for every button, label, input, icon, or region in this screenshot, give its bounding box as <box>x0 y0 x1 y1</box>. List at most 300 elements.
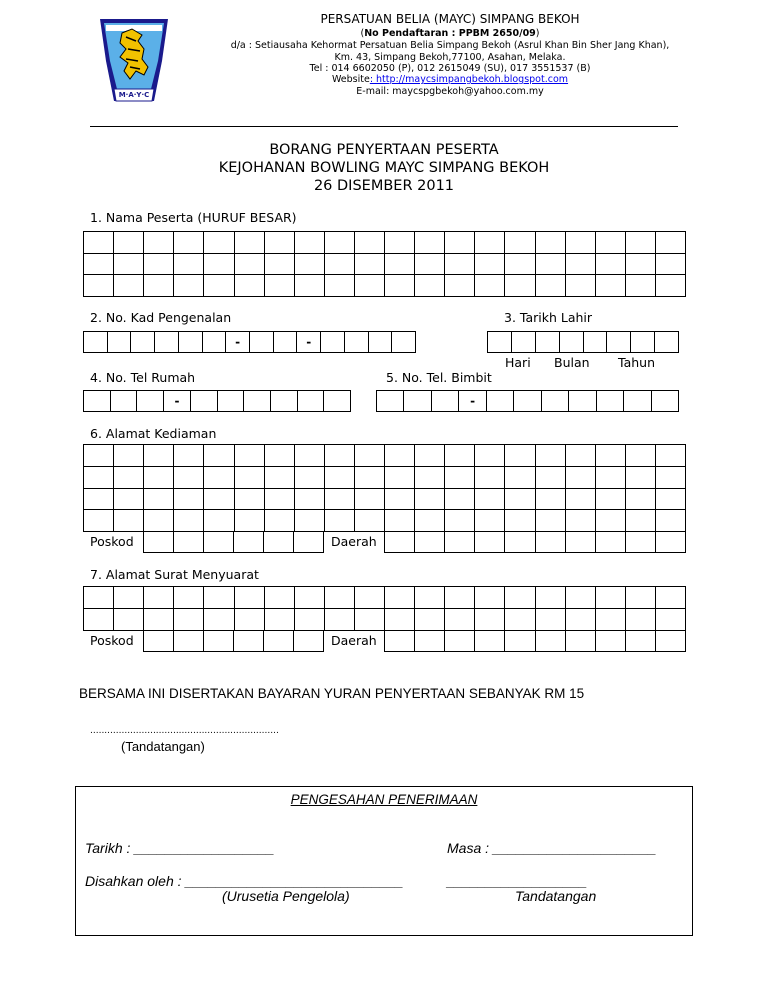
home-address-char-box[interactable] <box>114 445 144 467</box>
name-char-box[interactable] <box>505 275 535 297</box>
district-char-box[interactable] <box>505 532 535 553</box>
mailing-address-char-box[interactable] <box>325 609 355 631</box>
mailing-address-char-box[interactable] <box>325 587 355 609</box>
home-address-char-box[interactable] <box>536 467 566 489</box>
mailing-address-char-box[interactable] <box>385 609 415 631</box>
home-address-char-box[interactable] <box>204 489 234 511</box>
home-phone-grid[interactable] <box>83 390 351 412</box>
district-char-box[interactable] <box>385 532 415 553</box>
dash-separator: - <box>297 332 321 353</box>
ic-char-box[interactable] <box>369 332 393 353</box>
home-address-char-box[interactable] <box>144 445 174 467</box>
mailing-address-char-box[interactable] <box>265 609 295 631</box>
home-address-grid[interactable] <box>83 444 686 532</box>
form-title-line-1: BORANG PENYERTAAN PESERTA <box>269 142 499 158</box>
postcode-grid-2[interactable] <box>143 630 324 652</box>
home-address-char-box[interactable] <box>415 445 445 467</box>
name-char-box[interactable] <box>566 275 596 297</box>
home-address-char-box[interactable] <box>235 467 265 489</box>
home-address-char-box[interactable] <box>445 510 475 532</box>
mailing-address-char-box[interactable] <box>536 587 566 609</box>
telephone-line: Tel : 014 6602050 (P), 012 2615049 (SU), 017 3551537 (B) <box>309 63 591 74</box>
name-char-box[interactable] <box>235 254 265 276</box>
district-char-box[interactable] <box>626 631 656 652</box>
home-address-char-box[interactable] <box>265 467 295 489</box>
home-address-char-box[interactable] <box>385 489 415 511</box>
mailing-address-char-box[interactable] <box>415 609 445 631</box>
dob-char-box[interactable] <box>655 332 679 353</box>
address-line-1: d/a : Setiausaha Kehormat Persatuan Belia Simpang Bekoh (Asrul Khan Bin Sher Jang Khan), <box>230 40 670 51</box>
website-line <box>250 74 650 85</box>
name-char-box[interactable] <box>204 232 234 254</box>
mailing-address-grid[interactable] <box>83 586 686 631</box>
home-address-char-box[interactable] <box>114 510 144 532</box>
home-address-char-box[interactable] <box>536 489 566 511</box>
home-address-char-box[interactable] <box>475 467 505 489</box>
mailing-address-char-box[interactable] <box>295 609 325 631</box>
home-address-char-box[interactable] <box>355 510 385 532</box>
district-char-box[interactable] <box>415 532 445 553</box>
home-address-char-box[interactable] <box>84 467 114 489</box>
mobile-char-box[interactable] <box>652 391 679 412</box>
dob-month-label: Bulan <box>554 355 590 370</box>
district-grid-2[interactable] <box>384 630 686 652</box>
name-char-box[interactable] <box>536 232 566 254</box>
name-char-box[interactable] <box>385 254 415 276</box>
district-char-box[interactable] <box>566 532 596 553</box>
mailing-address-char-box[interactable] <box>566 587 596 609</box>
name-char-box[interactable] <box>566 254 596 276</box>
mailing-address-char-box[interactable] <box>265 587 295 609</box>
home-phone-char-box[interactable] <box>298 391 325 412</box>
signature-label: (Tandatangan) <box>121 739 205 754</box>
mailing-address-char-box[interactable] <box>656 609 686 631</box>
name-char-box[interactable] <box>505 232 535 254</box>
home-address-char-box[interactable] <box>355 489 385 511</box>
ic-char-box[interactable] <box>179 332 203 353</box>
dash-separator: - <box>164 391 191 412</box>
name-char-box[interactable] <box>626 254 656 276</box>
registration-line <box>250 28 650 39</box>
home-address-char-box[interactable] <box>656 467 686 489</box>
district-char-box[interactable] <box>475 631 505 652</box>
website-label: Website <box>331 74 370 85</box>
mobile-char-box[interactable] <box>377 391 404 412</box>
home-address-char-box[interactable] <box>144 489 174 511</box>
reg-close: ) <box>535 28 540 39</box>
home-address-char-box[interactable] <box>174 445 204 467</box>
name-char-box[interactable] <box>235 232 265 254</box>
home-address-char-box[interactable] <box>295 510 325 532</box>
name-char-box[interactable] <box>385 232 415 254</box>
name-char-box[interactable] <box>204 275 234 297</box>
ic-char-box[interactable] <box>84 332 108 353</box>
postcode-char-box[interactable] <box>294 532 324 553</box>
home-address-char-box[interactable] <box>235 510 265 532</box>
mobile-char-box[interactable] <box>514 391 541 412</box>
mailing-address-char-box[interactable] <box>174 609 204 631</box>
home-address-char-box[interactable] <box>445 445 475 467</box>
name-char-box[interactable] <box>475 275 505 297</box>
home-phone-char-box[interactable] <box>218 391 245 412</box>
mobile-char-box[interactable] <box>432 391 459 412</box>
ic-char-box[interactable] <box>108 332 132 353</box>
home-address-char-box[interactable] <box>626 510 656 532</box>
home-address-char-box[interactable] <box>325 510 355 532</box>
name-char-box[interactable] <box>174 275 204 297</box>
home-phone-char-box[interactable] <box>137 391 164 412</box>
postcode-char-box[interactable] <box>234 532 264 553</box>
home-address-char-box[interactable] <box>475 489 505 511</box>
home-address-char-box[interactable] <box>84 510 114 532</box>
home-address-char-box[interactable] <box>325 445 355 467</box>
ic-char-box[interactable] <box>203 332 227 353</box>
name-char-box[interactable] <box>596 275 626 297</box>
home-address-char-box[interactable] <box>415 510 445 532</box>
home-address-char-box[interactable] <box>566 489 596 511</box>
ic-char-box[interactable] <box>131 332 155 353</box>
dob-char-box[interactable] <box>631 332 655 353</box>
dob-char-box[interactable] <box>536 332 560 353</box>
mailing-address-char-box[interactable] <box>475 609 505 631</box>
postcode-grid-1[interactable] <box>143 531 324 553</box>
home-phone-char-box[interactable] <box>111 391 138 412</box>
mailing-address-char-box[interactable] <box>355 609 385 631</box>
name-char-box[interactable] <box>536 254 566 276</box>
home-address-char-box[interactable] <box>355 445 385 467</box>
name-char-box[interactable] <box>385 275 415 297</box>
name-char-box[interactable] <box>114 232 144 254</box>
home-address-char-box[interactable] <box>174 510 204 532</box>
mailing-address-char-box[interactable] <box>295 587 325 609</box>
mailing-address-char-box[interactable] <box>114 587 144 609</box>
name-char-box[interactable] <box>355 254 385 276</box>
name-char-box[interactable] <box>84 232 114 254</box>
name-char-box[interactable] <box>325 232 355 254</box>
name-char-box[interactable] <box>566 232 596 254</box>
name-grid[interactable] <box>83 231 686 297</box>
home-address-char-box[interactable] <box>656 489 686 511</box>
mailing-address-char-box[interactable] <box>475 587 505 609</box>
mailing-address-char-box[interactable] <box>596 587 626 609</box>
home-address-char-box[interactable] <box>204 510 234 532</box>
home-address-char-box[interactable] <box>295 445 325 467</box>
mailing-address-char-box[interactable] <box>144 587 174 609</box>
receipt-sign-line: __________________ <box>447 873 588 889</box>
home-address-char-box[interactable] <box>505 445 535 467</box>
email-line: E-mail: maycspgbekoh@yahoo.com.my <box>356 86 544 97</box>
home-address-char-box[interactable] <box>385 467 415 489</box>
dob-year-label: Tahun <box>618 355 655 370</box>
district-char-box[interactable] <box>445 532 475 553</box>
name-char-box[interactable] <box>265 232 295 254</box>
mailing-address-char-box[interactable] <box>355 587 385 609</box>
home-phone-char-box[interactable] <box>84 391 111 412</box>
dob-char-box[interactable] <box>488 332 512 353</box>
org-name: PERSATUAN BELIA (MAYC) SIMPANG BEKOH <box>320 12 580 26</box>
dash-separator: - <box>459 391 486 412</box>
name-char-box[interactable] <box>174 254 204 276</box>
mobile-char-box[interactable] <box>404 391 431 412</box>
mayc-logo-shield-icon <box>98 15 170 103</box>
mailing-address-char-box[interactable] <box>204 587 234 609</box>
district-char-box[interactable] <box>536 532 566 553</box>
name-char-box[interactable] <box>295 232 325 254</box>
mailing-address-char-box[interactable] <box>415 587 445 609</box>
mailing-address-char-box[interactable] <box>505 587 535 609</box>
postcode-char-box[interactable] <box>204 631 234 652</box>
home-address-char-box[interactable] <box>626 445 656 467</box>
name-char-box[interactable] <box>445 232 475 254</box>
home-phone-char-box[interactable] <box>191 391 218 412</box>
mobile-char-box[interactable] <box>569 391 596 412</box>
name-char-box[interactable] <box>114 254 144 276</box>
home-address-char-box[interactable] <box>445 489 475 511</box>
home-address-char-box[interactable] <box>385 510 415 532</box>
home-address-char-box[interactable] <box>265 489 295 511</box>
mailing-address-char-box[interactable] <box>626 587 656 609</box>
home-address-char-box[interactable] <box>475 510 505 532</box>
daerah-label-1: Daerah <box>331 534 377 549</box>
mailing-address-char-box[interactable] <box>174 587 204 609</box>
district-char-box[interactable] <box>475 532 505 553</box>
name-char-box[interactable] <box>445 275 475 297</box>
mailing-address-char-box[interactable] <box>505 609 535 631</box>
name-char-box[interactable] <box>235 275 265 297</box>
name-char-box[interactable] <box>626 232 656 254</box>
dob-char-box[interactable] <box>607 332 631 353</box>
home-address-char-box[interactable] <box>656 445 686 467</box>
postcode-char-box[interactable] <box>144 631 174 652</box>
poskod-label-1: Poskod <box>90 534 134 549</box>
ic-char-box[interactable] <box>345 332 369 353</box>
form-title-line-3: 26 DISEMBER 2011 <box>313 178 455 194</box>
mobile-char-box[interactable] <box>542 391 569 412</box>
home-address-char-box[interactable] <box>566 445 596 467</box>
home-address-char-box[interactable] <box>536 445 566 467</box>
mailing-address-char-box[interactable] <box>626 609 656 631</box>
name-char-box[interactable] <box>265 254 295 276</box>
name-char-box[interactable] <box>596 254 626 276</box>
postcode-char-box[interactable] <box>264 532 294 553</box>
name-char-box[interactable] <box>656 254 686 276</box>
ic-char-box[interactable] <box>392 332 416 353</box>
form-title-line-2: KEJOHANAN BOWLING MAYC SIMPANG BEKOH <box>218 160 550 176</box>
name-char-box[interactable] <box>144 232 174 254</box>
receipt-box <box>75 786 693 936</box>
field-label-ic: 2. No. Kad Pengenalan <box>90 310 232 325</box>
name-char-box[interactable] <box>174 232 204 254</box>
mailing-address-char-box[interactable] <box>235 609 265 631</box>
receipt-sign-label: Tandatangan <box>515 888 597 904</box>
name-char-box[interactable] <box>415 254 445 276</box>
district-char-box[interactable] <box>656 532 686 553</box>
home-address-char-box[interactable] <box>204 467 234 489</box>
mailing-address-char-box[interactable] <box>144 609 174 631</box>
ic-char-box[interactable] <box>321 332 345 353</box>
ic-char-box[interactable] <box>250 332 274 353</box>
home-address-char-box[interactable] <box>415 489 445 511</box>
receipt-verified-by: Disahkan oleh : ____________________________ <box>85 873 404 889</box>
home-phone-char-box[interactable] <box>324 391 351 412</box>
mobile-char-box[interactable] <box>487 391 514 412</box>
home-address-char-box[interactable] <box>235 445 265 467</box>
dob-char-box[interactable] <box>560 332 584 353</box>
home-address-char-box[interactable] <box>265 445 295 467</box>
dob-grid[interactable] <box>487 331 679 353</box>
daerah-label-2: Daerah <box>331 633 377 648</box>
poskod-label-2: Poskod <box>90 633 134 648</box>
home-address-char-box[interactable] <box>325 489 355 511</box>
header-divider <box>90 126 678 127</box>
home-address-char-box[interactable] <box>475 445 505 467</box>
field-label-home-phone: 4. No. Tel Rumah <box>90 370 196 385</box>
mailing-address-char-box[interactable] <box>235 587 265 609</box>
home-address-char-box[interactable] <box>536 510 566 532</box>
mailing-address-char-box[interactable] <box>566 609 596 631</box>
mailing-address-char-box[interactable] <box>114 609 144 631</box>
postcode-char-box[interactable] <box>294 631 324 652</box>
home-address-char-box[interactable] <box>505 510 535 532</box>
field-label-mobile: 5. No. Tel. Bimbit <box>386 370 492 385</box>
home-address-char-box[interactable] <box>174 467 204 489</box>
name-char-box[interactable] <box>596 232 626 254</box>
home-address-char-box[interactable] <box>174 489 204 511</box>
mailing-address-char-box[interactable] <box>84 587 114 609</box>
receipt-heading: PENGESAHAN PENERIMAAN <box>290 792 478 807</box>
home-address-char-box[interactable] <box>355 467 385 489</box>
home-address-char-box[interactable] <box>295 489 325 511</box>
name-char-box[interactable] <box>475 232 505 254</box>
postcode-char-box[interactable] <box>174 631 204 652</box>
name-char-box[interactable] <box>84 275 114 297</box>
registration-number: No Pendaftaran : PPBM 2650/09 <box>364 28 536 39</box>
home-address-char-box[interactable] <box>144 467 174 489</box>
mailing-address-char-box[interactable] <box>204 609 234 631</box>
name-char-box[interactable] <box>355 232 385 254</box>
home-address-char-box[interactable] <box>566 467 596 489</box>
home-address-char-box[interactable] <box>295 467 325 489</box>
home-address-char-box[interactable] <box>114 467 144 489</box>
mailing-address-char-box[interactable] <box>445 587 475 609</box>
name-char-box[interactable] <box>204 254 234 276</box>
postcode-char-box[interactable] <box>144 532 174 553</box>
home-address-char-box[interactable] <box>415 467 445 489</box>
name-char-box[interactable] <box>656 232 686 254</box>
home-address-char-box[interactable] <box>114 489 144 511</box>
home-address-char-box[interactable] <box>596 510 626 532</box>
name-char-box[interactable] <box>295 275 325 297</box>
district-char-box[interactable] <box>596 631 626 652</box>
name-char-box[interactable] <box>656 275 686 297</box>
district-char-box[interactable] <box>536 631 566 652</box>
district-grid-1[interactable] <box>384 531 686 553</box>
name-char-box[interactable] <box>144 275 174 297</box>
home-address-char-box[interactable] <box>84 445 114 467</box>
name-char-box[interactable] <box>536 275 566 297</box>
district-char-box[interactable] <box>626 532 656 553</box>
home-address-char-box[interactable] <box>235 489 265 511</box>
name-char-box[interactable] <box>295 254 325 276</box>
home-address-char-box[interactable] <box>144 510 174 532</box>
home-phone-char-box[interactable] <box>244 391 271 412</box>
name-char-box[interactable] <box>505 254 535 276</box>
postcode-char-box[interactable] <box>204 532 234 553</box>
home-address-char-box[interactable] <box>385 445 415 467</box>
home-address-char-box[interactable] <box>656 510 686 532</box>
district-char-box[interactable] <box>505 631 535 652</box>
mailing-address-char-box[interactable] <box>536 609 566 631</box>
dob-char-box[interactable] <box>584 332 608 353</box>
name-char-box[interactable] <box>325 275 355 297</box>
mailing-address-char-box[interactable] <box>445 609 475 631</box>
postcode-char-box[interactable] <box>264 631 294 652</box>
postcode-char-box[interactable] <box>174 532 204 553</box>
name-char-box[interactable] <box>415 275 445 297</box>
mailing-address-char-box[interactable] <box>656 587 686 609</box>
mobile-phone-grid[interactable] <box>376 390 679 412</box>
ic-number-grid[interactable] <box>83 331 416 353</box>
mayc-logo <box>98 15 170 103</box>
district-char-box[interactable] <box>445 631 475 652</box>
name-char-box[interactable] <box>144 254 174 276</box>
home-address-char-box[interactable] <box>596 489 626 511</box>
postcode-char-box[interactable] <box>234 631 264 652</box>
name-char-box[interactable] <box>84 254 114 276</box>
receipt-time: Masa : _____________________ <box>447 840 657 856</box>
home-address-char-box[interactable] <box>204 445 234 467</box>
dob-char-box[interactable] <box>512 332 536 353</box>
home-address-char-box[interactable] <box>626 467 656 489</box>
district-char-box[interactable] <box>596 532 626 553</box>
name-char-box[interactable] <box>415 232 445 254</box>
home-address-char-box[interactable] <box>325 467 355 489</box>
home-address-char-box[interactable] <box>566 510 596 532</box>
mailing-address-char-box[interactable] <box>596 609 626 631</box>
home-address-char-box[interactable] <box>265 510 295 532</box>
mailing-address-char-box[interactable] <box>84 609 114 631</box>
home-address-char-box[interactable] <box>505 467 535 489</box>
district-char-box[interactable] <box>566 631 596 652</box>
mobile-char-box[interactable] <box>624 391 651 412</box>
name-char-box[interactable] <box>355 275 385 297</box>
mobile-char-box[interactable] <box>597 391 624 412</box>
home-address-char-box[interactable] <box>84 489 114 511</box>
home-phone-char-box[interactable] <box>271 391 298 412</box>
name-char-box[interactable] <box>445 254 475 276</box>
dash-separator: - <box>226 332 250 353</box>
home-address-char-box[interactable] <box>626 489 656 511</box>
field-label-name: 1. Nama Peserta (HURUF BESAR) <box>90 210 297 225</box>
name-char-box[interactable] <box>475 254 505 276</box>
home-address-char-box[interactable] <box>445 467 475 489</box>
name-char-box[interactable] <box>325 254 355 276</box>
district-char-box[interactable] <box>415 631 445 652</box>
website-link[interactable]: : http://maycsimpangbekoh.blogspot.com <box>369 74 569 85</box>
district-char-box[interactable] <box>656 631 686 652</box>
field-label-mailing-address: 7. Alamat Surat Menyuarat <box>90 567 259 582</box>
home-address-char-box[interactable] <box>596 445 626 467</box>
district-char-box[interactable] <box>385 631 415 652</box>
home-address-char-box[interactable] <box>505 489 535 511</box>
name-char-box[interactable] <box>626 275 656 297</box>
name-char-box[interactable] <box>265 275 295 297</box>
ic-char-box[interactable] <box>274 332 298 353</box>
mailing-address-char-box[interactable] <box>385 587 415 609</box>
home-address-char-box[interactable] <box>596 467 626 489</box>
ic-char-box[interactable] <box>155 332 179 353</box>
name-char-box[interactable] <box>114 275 144 297</box>
